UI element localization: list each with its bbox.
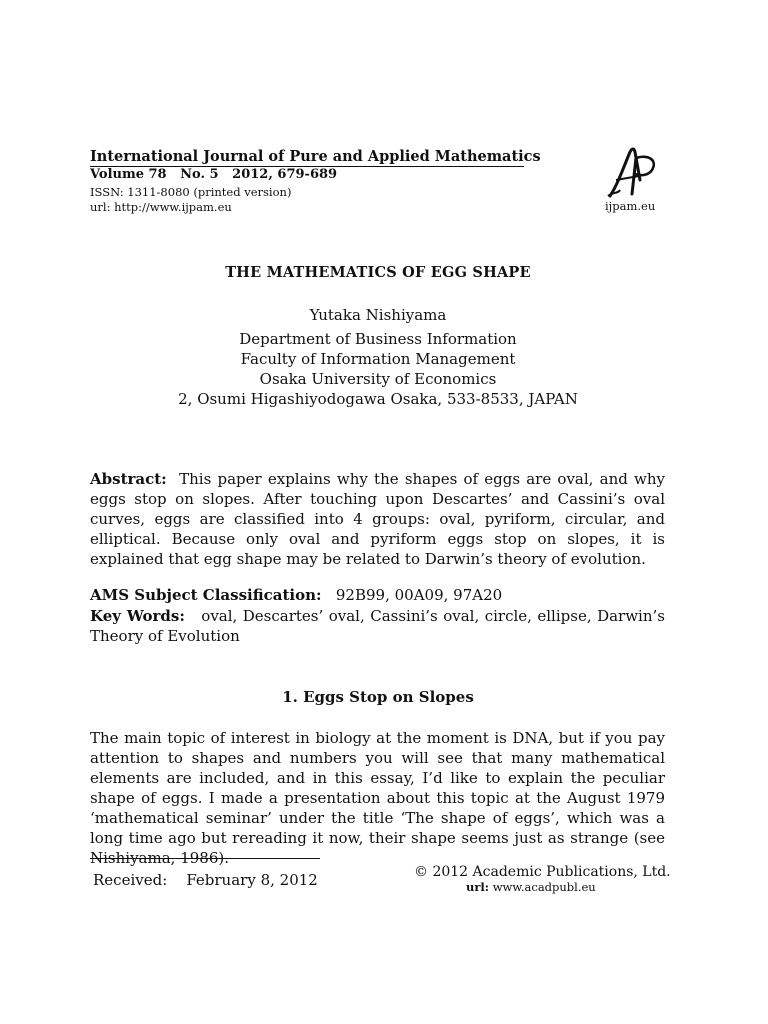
affiliation-line: Osaka University of Economics xyxy=(259,370,497,388)
abstract xyxy=(90,469,665,569)
key-words xyxy=(90,606,665,646)
received-date: Received: February 8, 2012 xyxy=(93,871,318,889)
logo-caption: ijpam.eu xyxy=(605,199,656,213)
ams-classification-value: 92B99, 00A09, 97A20 xyxy=(335,586,503,604)
affiliation-line: Department of Business Information xyxy=(239,330,517,348)
abstract-text: This paper explains why the shapes of eggs are oval, and why eggs stop on slopes. After touching upon Descartes’ and Cassini’s oval curves, eggs are classified into 4 groups: oval, pyriform, circular, and elliptical. Because only oval and pyriform eggs stop on slopes, it is explained that egg shape may be related to Darwin’s theory of evolution. xyxy=(90,470,665,568)
journal-issn: ISSN: 1311-8080 (printed version) xyxy=(90,185,292,199)
publisher-url-value: www.acadpubl.eu xyxy=(492,880,596,894)
copyright-notice: © 2012 Academic Publications, Ltd. xyxy=(414,864,671,880)
journal-name: International Journal of Pure and Applied Mathematics xyxy=(90,148,541,165)
section-heading: 1. Eggs Stop on Slopes xyxy=(282,688,474,706)
journal-volume-line: Volume 78 No. 5 2012, 679-689 xyxy=(90,167,338,182)
footer-rule xyxy=(90,858,320,859)
affiliation-line: 2, Osumi Higashiyodogawa Osaka, 533-8533, JAPAN xyxy=(178,390,578,408)
author-name: Yutaka Nishiyama xyxy=(309,306,447,324)
section-body: The main topic of interest in biology at the moment is DNA, but if you pay attention to shapes and numbers you will see that many mathematical elements are included, and in this essay, I’d like to explain the peculiar shape of eggs. I made a presentation about this topic at the August 1979 ‘mathematical seminar’ under the title ‘The shape of eggs’, which was a long time ago but rereading it now, their shape seems just as strange (see Nishiyama, 1986). xyxy=(90,729,665,867)
key-words-value: oval, Descartes’ oval, Cassini’s oval, circle, ellipse, Darwin’s Theory of Evolution xyxy=(90,607,665,645)
ams-classification xyxy=(90,585,665,605)
journal-logo-icon xyxy=(606,146,658,200)
publisher-url-label: url: xyxy=(466,880,490,894)
affiliation-line: Faculty of Information Management xyxy=(240,350,516,368)
ams-classification-label: AMS Subject Classification: xyxy=(90,586,322,604)
publisher-url xyxy=(466,880,596,894)
paper-title: THE MATHEMATICS OF EGG SHAPE xyxy=(225,264,531,281)
journal-url: url: http://www.ijpam.eu xyxy=(90,200,232,214)
abstract-label: Abstract: xyxy=(90,470,167,488)
key-words-label: Key Words: xyxy=(90,607,185,625)
